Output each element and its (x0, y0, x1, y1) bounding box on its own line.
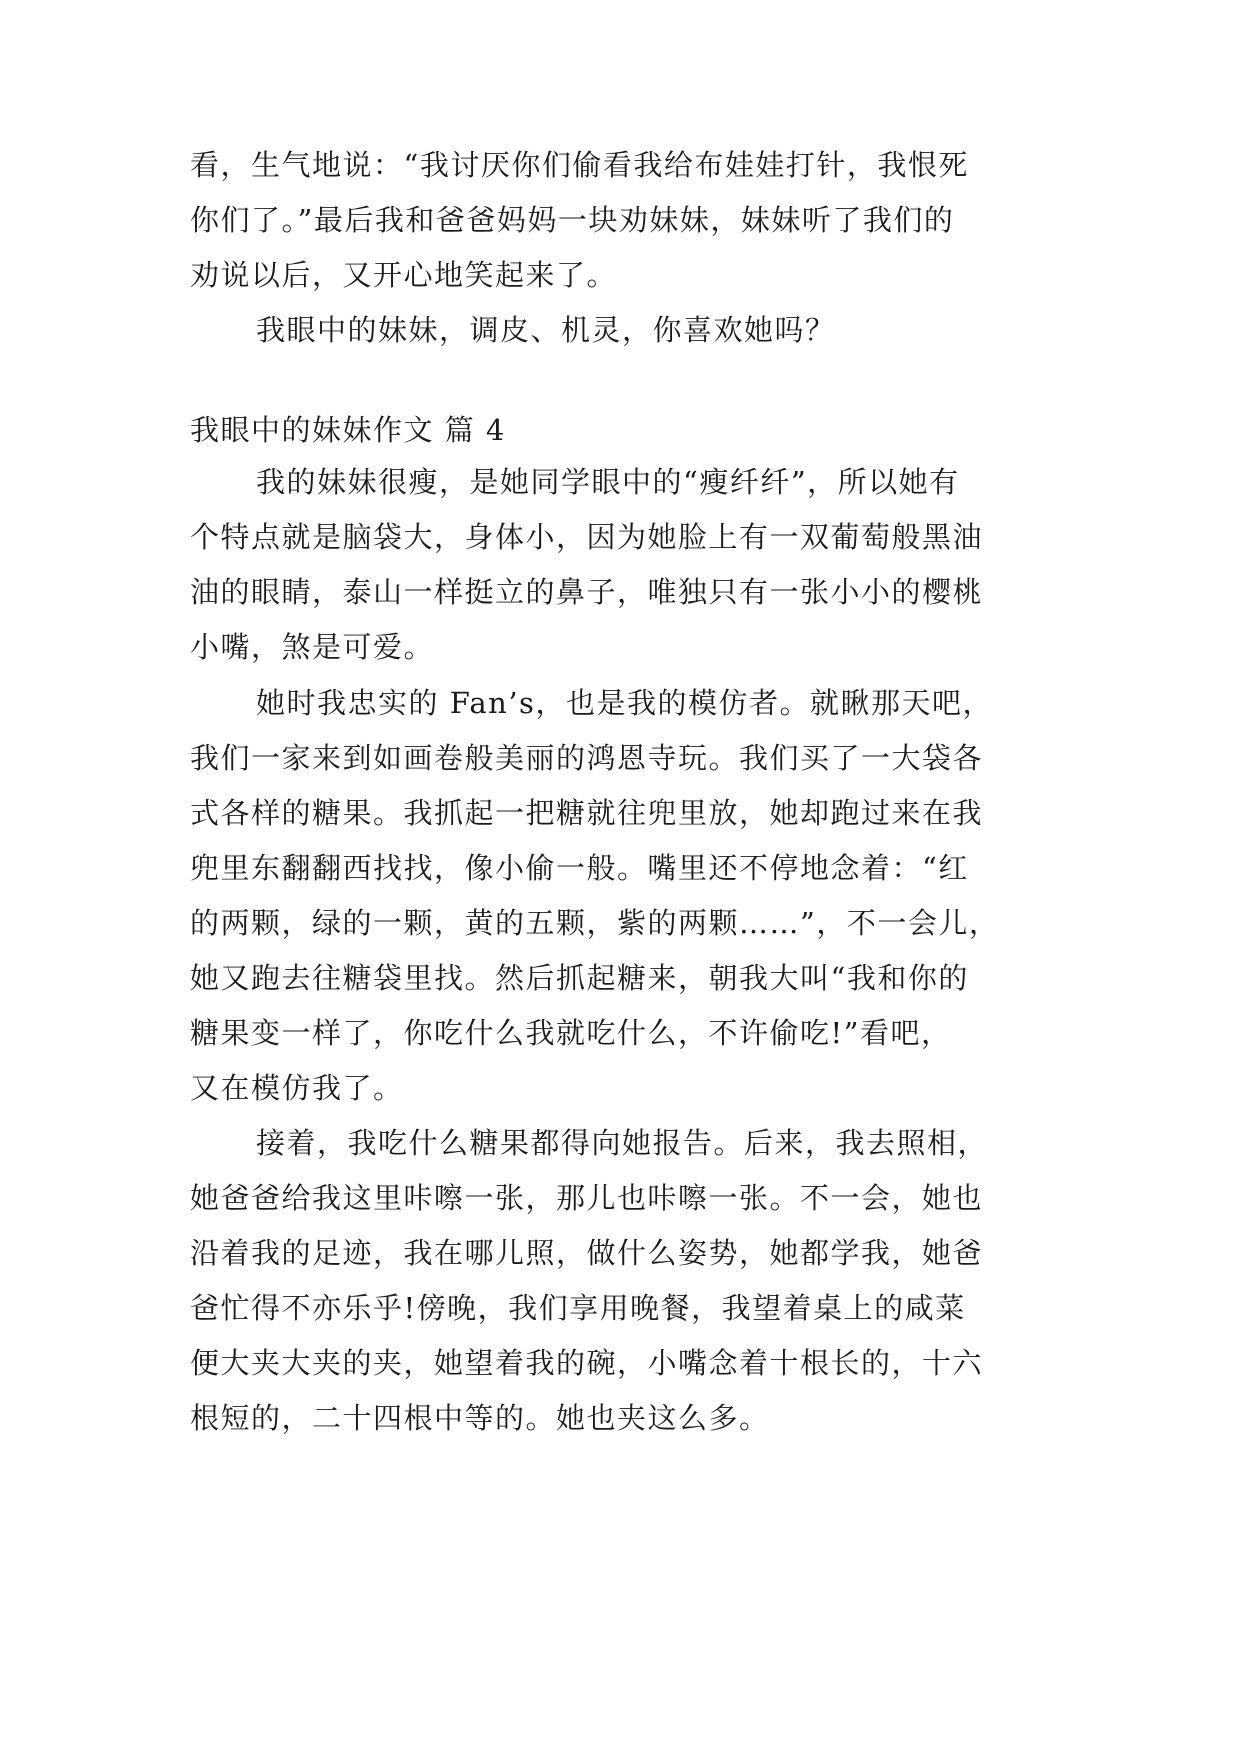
text-line: 她时我忠实的 Fan’s，也是我的模仿者。就瞅那天吧， (256, 686, 993, 720)
text-line: 小嘴，煞是可爱。 (190, 630, 435, 664)
text-line: 我的妹妹很瘦，是她同学眼中的“瘦纤纤”，所以她有 (256, 465, 960, 499)
text-line: 便大夹大夹的夹，她望着我的碗，小嘴念着十根长的，十六 (190, 1346, 984, 1380)
text-line: 沿着我的足迹，我在哪儿照，做什么姿势，她都学我，她爸 (190, 1236, 984, 1270)
text-line: 式各样的糖果。我抓起一把糖就往兜里放，她却跑过来在我 (190, 796, 984, 830)
text-line: 又在模仿我了。 (190, 1071, 404, 1105)
text-line: 你们了。”最后我和爸爸妈妈一块劝妹妹，妹妹听了我们的 (190, 203, 955, 237)
text-line: 个特点就是脑袋大，身体小，因为她脸上有一双葡萄般黑油 (190, 520, 984, 554)
text-line: 她又跑去往糖袋里找。然后抓起糖来，朝我大叫“我和你的 (190, 961, 969, 995)
text-line: 油的眼睛，泰山一样挺立的鼻子，唯独只有一张小小的樱桃 (190, 575, 984, 609)
text-line: 我们一家来到如画卷般美丽的鸿恩寺玩。我们买了一大袋各 (190, 741, 984, 775)
section-heading: 我眼中的妹妹作文 篇 4 (190, 413, 506, 447)
text-line: 看，生气地说：“我讨厌你们偷看我给布娃娃打针，我恨死 (190, 148, 969, 182)
text-line: 糖果变一样了，你吃什么我就吃什么，不许偷吃!”看吧， (190, 1016, 952, 1050)
text-line: 她爸爸给我这里咔嚓一张，那儿也咔嚓一张。不一会，她也 (190, 1181, 984, 1215)
text-line: 爸忙得不亦乐乎!傍晚，我们享用晚餐，我望着桌上的咸菜 (190, 1291, 966, 1325)
text-line: 根短的，二十四根中等的。她也夹这么多。 (190, 1401, 770, 1435)
text-line: 我眼中的妹妹，调皮、机灵，你喜欢她吗？ (256, 313, 836, 347)
text-line: 劝说以后，又开心地笑起来了。 (190, 258, 618, 292)
text-line: 兜里东翻翻西找找，像小偷一般。嘴里还不停地念着：“红 (190, 851, 969, 885)
text-line: 接着，我吃什么糖果都得向她报告。后来，我去照相， (256, 1126, 989, 1160)
text-line: 的两颗，绿的一颗，黄的五颗，紫的两颗……”，不一会儿， (190, 906, 1000, 940)
